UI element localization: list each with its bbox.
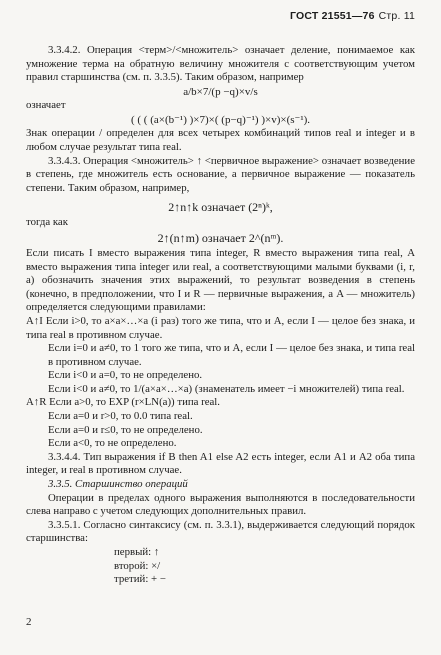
paragraph-3-3-4-3: 3.3.4.3. Операция <множитель> ↑ <первичное выражение> означает возведение в степень, где множитель есть основание, а первичное выражение — показатель степени. Таким образом, например, — [26, 154, 415, 194]
text-means: означает — [26, 98, 66, 111]
rule-a-r-zero-nonpos: Если a=0 и r≤0, то не определено. — [48, 423, 203, 436]
rule-a-r-negative: Если a<0, то не определено. — [48, 437, 177, 450]
page-header — [290, 10, 415, 22]
paragraph-3-3-5-1: 3.3.5.1. Согласно синтаксису (см. п. 3.3.1), выдерживается следующий порядок старшинства: — [26, 518, 415, 545]
rule-a-i-neg-a-nonzero: Если i<0 и a≠0, то 1/(a×a×…×a) (знаменатель имеет −i множителей) типа real. — [48, 382, 405, 395]
document-body — [26, 44, 415, 587]
formula-division-example: a/b×7/(p −q)×v/s — [183, 85, 258, 98]
rule-a-i-zero: Если i=0 и a≠0, то 1 того же типа, что и A, если I — целое без знака, и типа real в противном случае. — [48, 342, 415, 368]
paragraph-3-3-4-2: 3.3.4.2. Операция <терм>/<множитель> означает деление, понимаемое как умножение терма на обратную величину множителя с соответствующим учетом правил старшинства (см. п. 3.3.5). Таким образом, например — [26, 44, 415, 84]
rule-a-i-positive: A↑I Если i>0, то a×a×…×a (i раз) того же типа, что и A, если I — целое без знака, и типа real в противном случае. — [26, 314, 415, 341]
paragraph-precedence-intro: Операции в пределах одного выражения выполняются в последовательности слева направо с учетом следующих дополнительных правил. — [26, 491, 415, 518]
formula-power-example-2: 2↑(n↑m) означает 2^(nᵐ). — [157, 230, 284, 245]
paragraph-power-rules-intro: Если писать I вместо выражения типа integer, R вместо выражения типа real, A вместо выражения типа integer или real, а соответствующими малыми буквами (i, r, a) обозначить значения этих выражений, то результат возведения в степень (конечно, в предположении, что I и R — первичные выражения, а A — множитель) определяется следующими правилами: — [26, 246, 415, 314]
page-number: Стр. 11 — [378, 10, 415, 22]
standard-number: ГОСТ 21551—76 — [290, 10, 375, 22]
formula-power-example-1: 2↑n↑k означает (2ⁿ)ᵏ, — [168, 200, 273, 215]
rule-a-r-zero-pos: Если a=0 и r>0, то 0.0 типа real. — [48, 410, 193, 423]
precedence-item: третий: + − — [114, 573, 166, 586]
section-heading-3-3-5: 3.3.5. Старшинство операций — [48, 478, 188, 491]
precedence-item: второй: ×/ — [114, 559, 161, 572]
page-mark: 2 — [26, 616, 32, 628]
rule-a-i-neg-a-zero: Если i<0 и a=0, то не определено. — [48, 369, 203, 382]
paragraph-3-3-4-4: 3.3.4.4. Тип выражения if B then A1 else A2 есть integer, если A1 и A2 оба типа integer, и real в противном случае. — [26, 450, 415, 477]
rule-a-r-positive: A↑R Если a>0, то EXP (r×LN(a)) типа real. — [26, 396, 220, 409]
text-whereas: тогда как — [26, 216, 68, 229]
paragraph-division-types: Знак операции / определен для всех четырех комбинаций типов real и integer и в любом случае результат типа real. — [26, 127, 415, 153]
precedence-item: первый: ↑ — [114, 546, 160, 558]
precedence-list — [26, 546, 415, 587]
formula-division-expanded: ( ( ( (a×(b⁻¹) )×7)×( (p−q)⁻¹) )×v)×(s⁻¹). — [130, 114, 311, 127]
